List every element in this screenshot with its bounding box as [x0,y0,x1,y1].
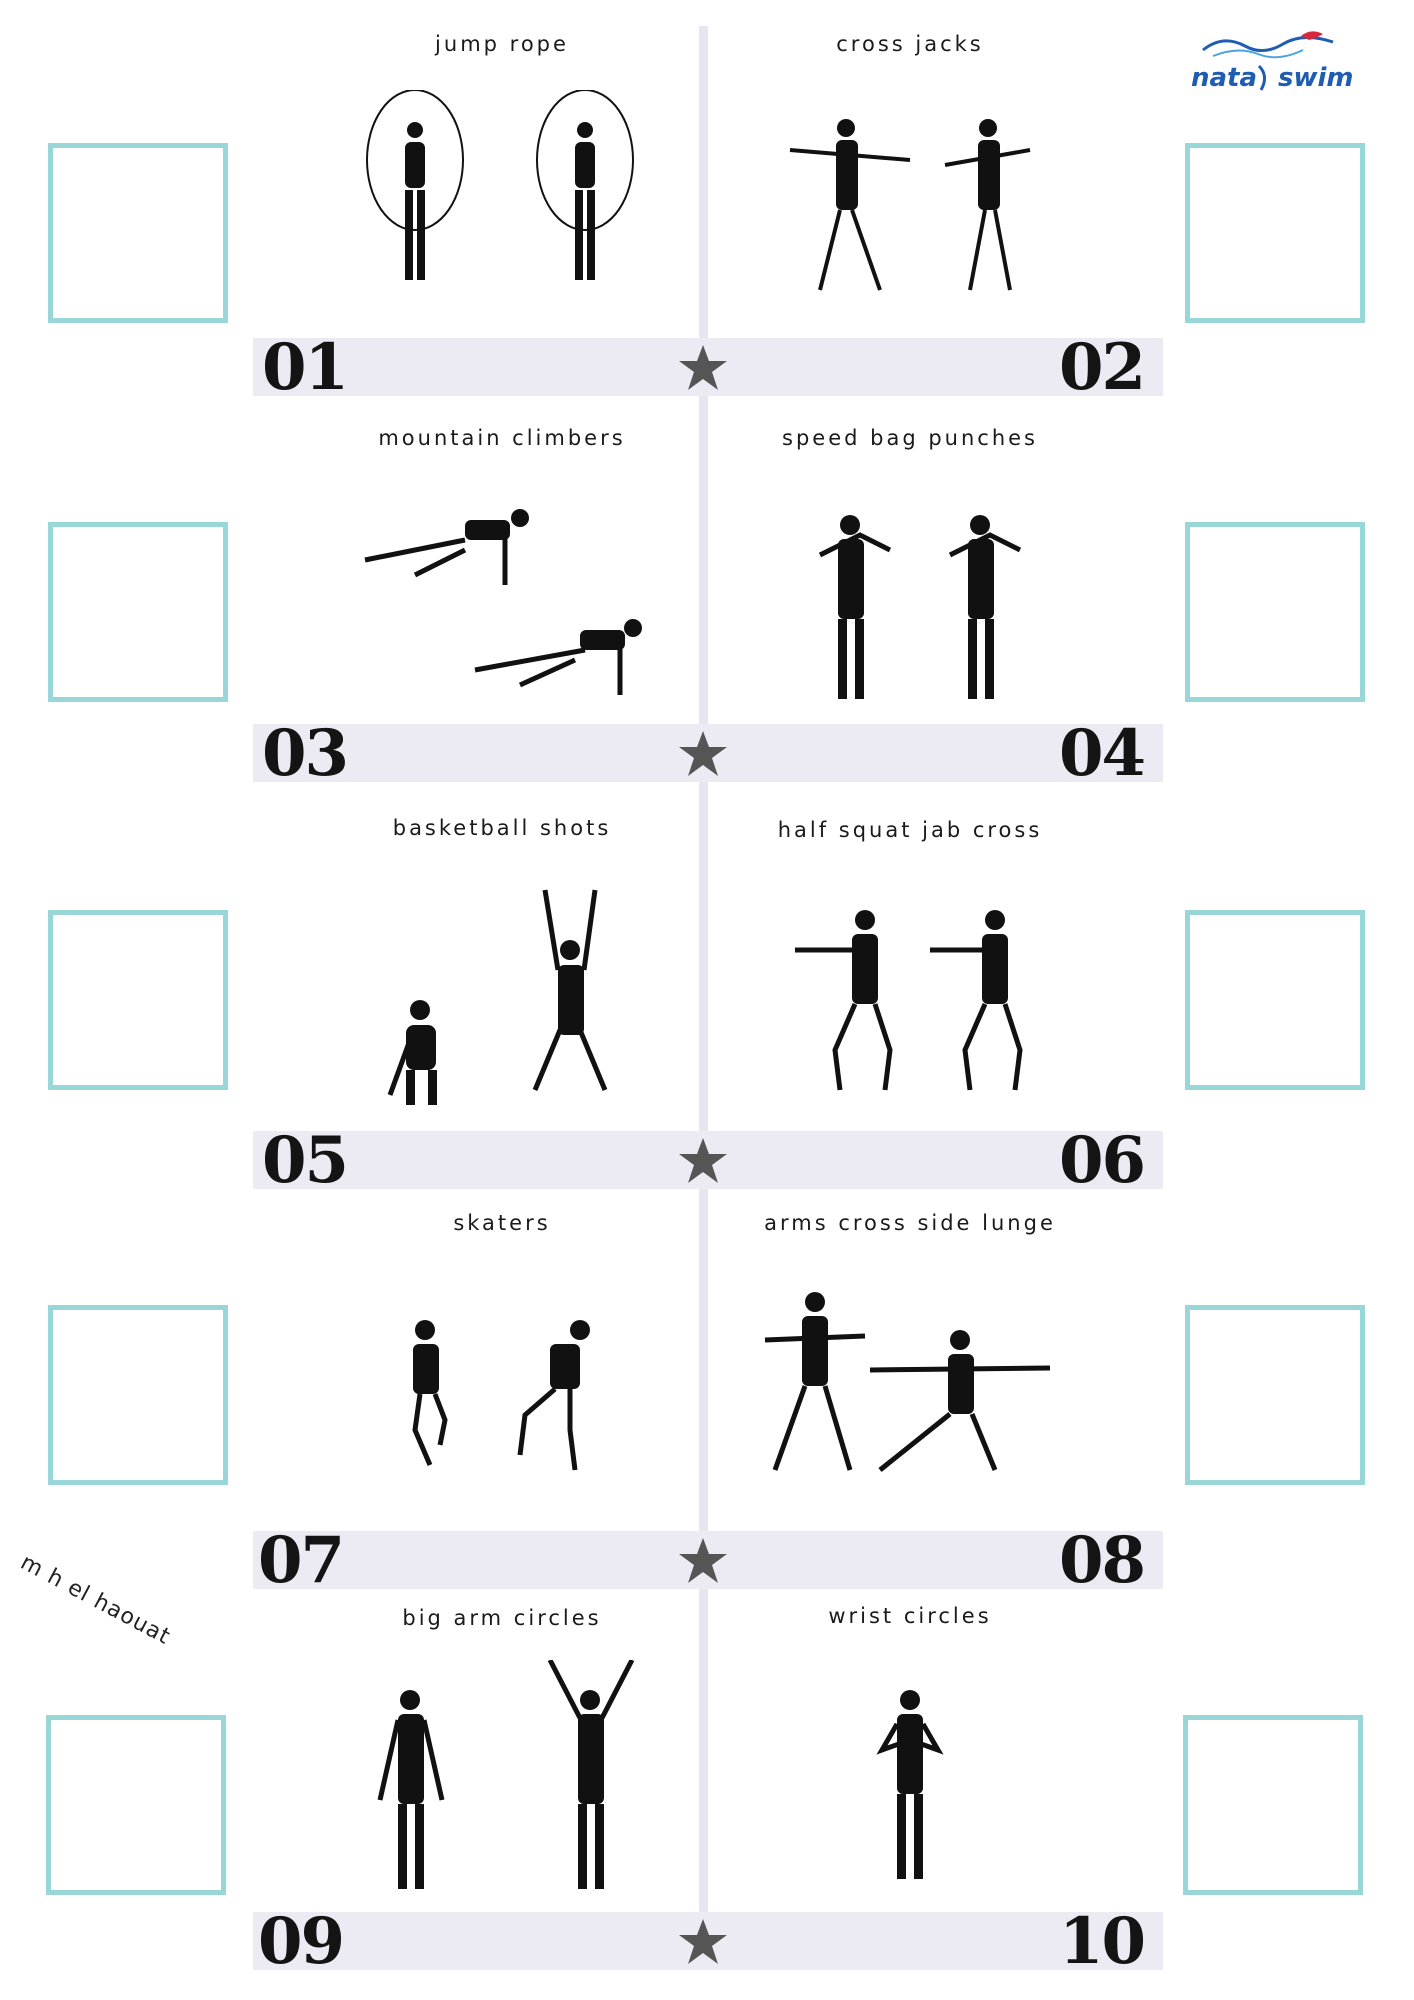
checkbox-right-2[interactable] [1185,522,1365,702]
exercise-number: 06 [1058,1123,1144,1198]
mountain-climbers-illustration [355,500,655,700]
skaters-illustration [395,1320,615,1480]
exercise-title: arms cross side lunge [764,1211,1056,1235]
big-arm-circles-illustration [360,1660,650,1900]
exercise-title: big arm circles [402,1606,602,1630]
center-divider [699,26,708,1964]
arms-cross-side-lunge-illustration [760,1290,1060,1480]
checkbox-left-1[interactable] [48,143,228,323]
exercise-number: 03 [262,716,348,791]
half-squat-jab-cross-illustration [790,900,1060,1100]
logo-text-left: nata [1191,63,1258,93]
exercise-title: cross jacks [836,32,984,56]
exercise-title: mountain climbers [378,426,626,450]
checkbox-right-4[interactable] [1185,1305,1365,1485]
nataswim-logo [1183,26,1363,98]
exercise-title: wrist circles [828,1604,992,1628]
basketball-shots-illustration [380,880,640,1110]
checkbox-right-1[interactable] [1185,143,1365,323]
star-icon [674,342,732,394]
speed-bag-punches-illustration [800,505,1060,705]
checkbox-left-4[interactable] [48,1305,228,1485]
star-icon [674,1135,732,1187]
author-signature: m h el haouat [16,1550,175,1650]
checkbox-left-2[interactable] [48,522,228,702]
jump-rope-illustration [355,90,655,320]
wrist-circles-illustration [870,1690,950,1890]
logo-text-right: swim [1278,63,1354,93]
star-icon [674,1916,732,1968]
exercise-title: basketball shots [392,816,612,840]
exercise-number: 07 [258,1523,344,1598]
checkbox-left-3[interactable] [48,910,228,1090]
star-icon [674,1535,732,1587]
exercise-number: 02 [1058,330,1144,405]
checkbox-right-5[interactable] [1183,1715,1363,1895]
checkbox-right-3[interactable] [1185,910,1365,1090]
exercise-number: 01 [262,330,348,405]
exercise-number: 05 [262,1123,348,1198]
exercise-title: speed bag punches [782,426,1038,450]
star-icon [674,728,732,780]
cross-jacks-illustration [780,110,1060,310]
exercise-number: 10 [1058,1904,1144,1979]
exercise-number: 09 [258,1904,344,1979]
checkbox-left-5[interactable] [46,1715,226,1895]
exercise-title: half squat jab cross [777,818,1043,842]
exercise-title: skaters [453,1211,551,1235]
exercise-title: jump rope [435,32,569,56]
exercise-number: 04 [1058,716,1144,791]
exercise-number: 08 [1058,1523,1144,1598]
